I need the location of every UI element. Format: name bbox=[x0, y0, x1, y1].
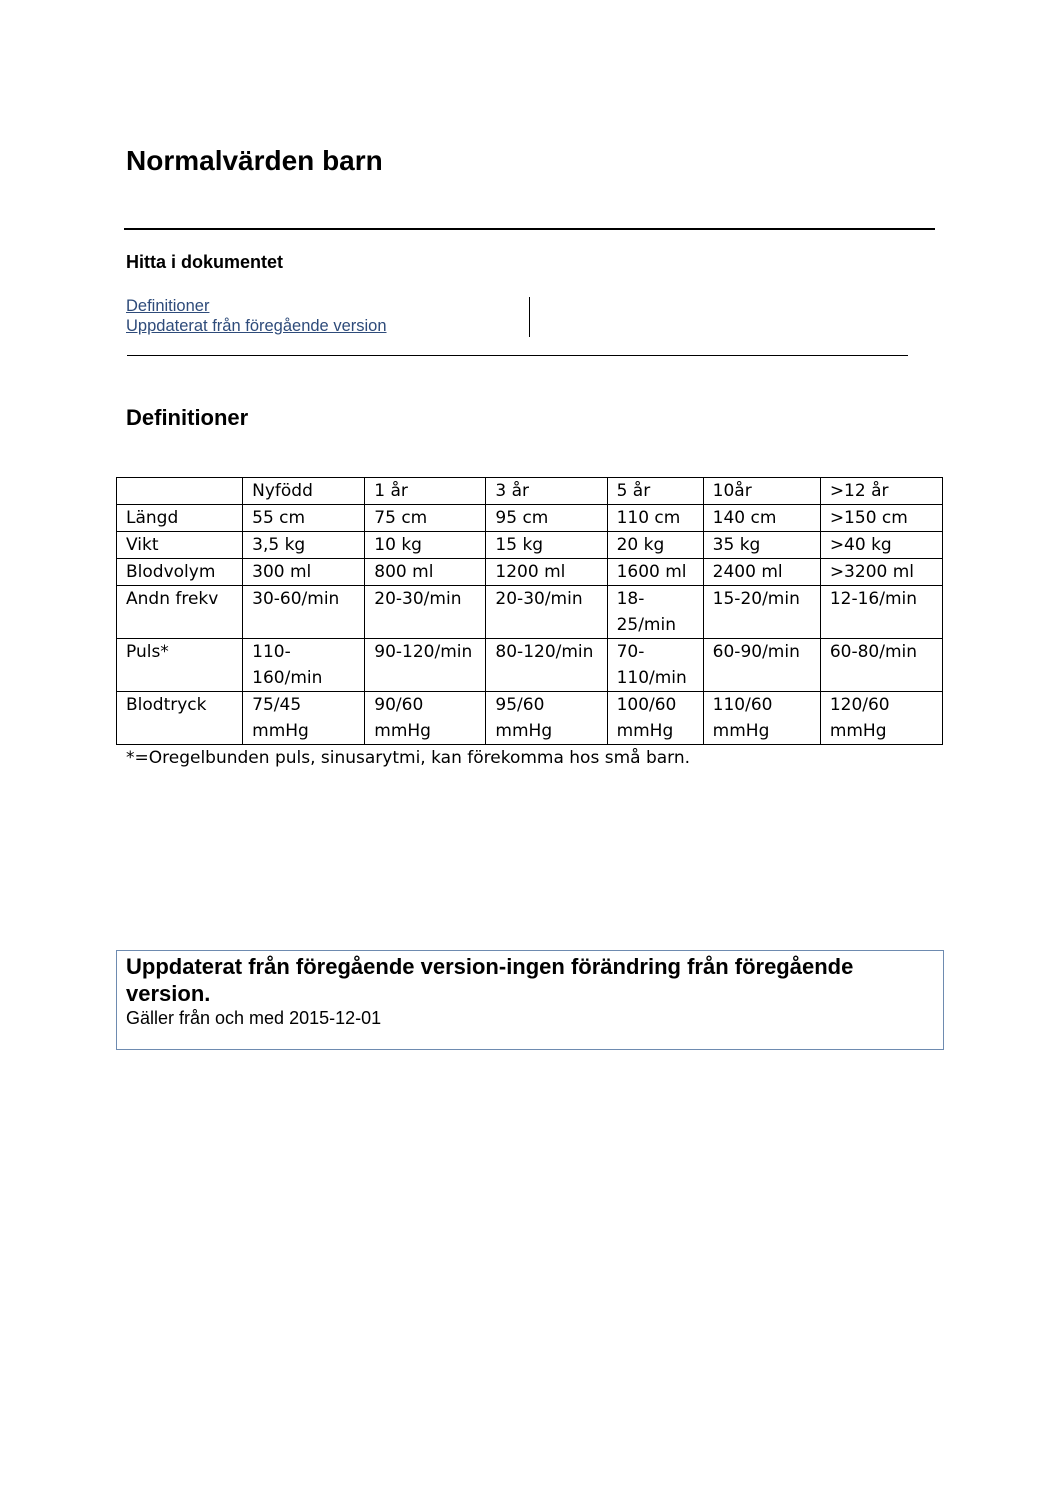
title-divider bbox=[124, 228, 935, 230]
table-cell: 20-30/min bbox=[365, 586, 486, 639]
table-cell: Blodvolym bbox=[117, 559, 243, 586]
table-cell: 300 ml bbox=[243, 559, 365, 586]
table-cell: 110 cm bbox=[607, 505, 703, 532]
table-cell: 110/60 mmHg bbox=[703, 692, 820, 745]
table-row bbox=[117, 505, 943, 532]
table-row bbox=[117, 532, 943, 559]
table-cell: 15-20/min bbox=[703, 586, 820, 639]
table-cell: 120/60 mmHg bbox=[820, 692, 942, 745]
table-cell: 110-160/min bbox=[243, 639, 365, 692]
table-cell: 30-60/min bbox=[243, 586, 365, 639]
table-header-cell: 10år bbox=[703, 478, 820, 505]
table-row bbox=[117, 692, 943, 745]
table-cell: >40 kg bbox=[820, 532, 942, 559]
toc-link-definitioner[interactable]: Definitioner bbox=[126, 297, 210, 315]
table-cell: 140 cm bbox=[703, 505, 820, 532]
table-cell: Vikt bbox=[117, 532, 243, 559]
update-info-box bbox=[116, 950, 944, 1050]
definitions-heading: Definitioner bbox=[126, 405, 249, 430]
table-cell: 35 kg bbox=[703, 532, 820, 559]
table-cell: 95 cm bbox=[486, 505, 607, 532]
table-row bbox=[117, 559, 943, 586]
table-cell: 90-120/min bbox=[365, 639, 486, 692]
toc-link-uppdaterat[interactable]: Uppdaterat från föregående version bbox=[126, 317, 387, 335]
table-cell: Andn frekv bbox=[117, 586, 243, 639]
table-cell: Puls* bbox=[117, 639, 243, 692]
table-cell: 18-25/min bbox=[607, 586, 703, 639]
table-row bbox=[117, 586, 943, 639]
table-cell: 90/60 mmHg bbox=[365, 692, 486, 745]
table-cell: 1200 ml bbox=[486, 559, 607, 586]
table-cell: 80-120/min bbox=[486, 639, 607, 692]
table-header-cell: 3 år bbox=[486, 478, 607, 505]
table-row bbox=[117, 639, 943, 692]
table-cell: 75 cm bbox=[365, 505, 486, 532]
table-cell: 15 kg bbox=[486, 532, 607, 559]
table-header-cell: >12 år bbox=[820, 478, 942, 505]
normal-values-table bbox=[116, 477, 943, 745]
table-cell: Blodtryck bbox=[117, 692, 243, 745]
table-cell: Längd bbox=[117, 505, 243, 532]
update-heading: Uppdaterat från föregående version-ingen förändring från föregående version. bbox=[126, 954, 854, 1006]
table-cell: 20-30/min bbox=[486, 586, 607, 639]
table-cell: 100/60 mmHg bbox=[607, 692, 703, 745]
table-header-cell: Nyfödd bbox=[243, 478, 365, 505]
table-cell: 20 kg bbox=[607, 532, 703, 559]
toc-bottom-divider bbox=[127, 355, 908, 356]
toc-links bbox=[126, 296, 387, 336]
table-header-cell: 1 år bbox=[365, 478, 486, 505]
table-cell: 12-16/min bbox=[820, 586, 942, 639]
table-cell: 800 ml bbox=[365, 559, 486, 586]
table-header-row bbox=[117, 478, 943, 505]
table-cell: 95/60 mmHg bbox=[486, 692, 607, 745]
table-cell: 60-90/min bbox=[703, 639, 820, 692]
table-cell: 10 kg bbox=[365, 532, 486, 559]
table-cell: 75/45 mmHg bbox=[243, 692, 365, 745]
table-cell: 2400 ml bbox=[703, 559, 820, 586]
page-title: Normalvärden barn bbox=[126, 145, 383, 176]
table-cell: 60-80/min bbox=[820, 639, 942, 692]
table-cell: 1600 ml bbox=[607, 559, 703, 586]
table-cell: 70-110/min bbox=[607, 639, 703, 692]
toc-column-divider bbox=[529, 297, 530, 337]
table-header-cell bbox=[117, 478, 243, 505]
table-footnote: *=Oregelbunden puls, sinusarytmi, kan förekomma hos små barn. bbox=[126, 748, 691, 768]
table-cell: >150 cm bbox=[820, 505, 942, 532]
table-header-cell: 5 år bbox=[607, 478, 703, 505]
valid-from-text: Gäller från och med 2015-12-01 bbox=[126, 1008, 382, 1028]
table-cell: 55 cm bbox=[243, 505, 365, 532]
toc-heading: Hitta i dokumentet bbox=[126, 252, 284, 272]
table-cell: 3,5 kg bbox=[243, 532, 365, 559]
table-cell: >3200 ml bbox=[820, 559, 942, 586]
